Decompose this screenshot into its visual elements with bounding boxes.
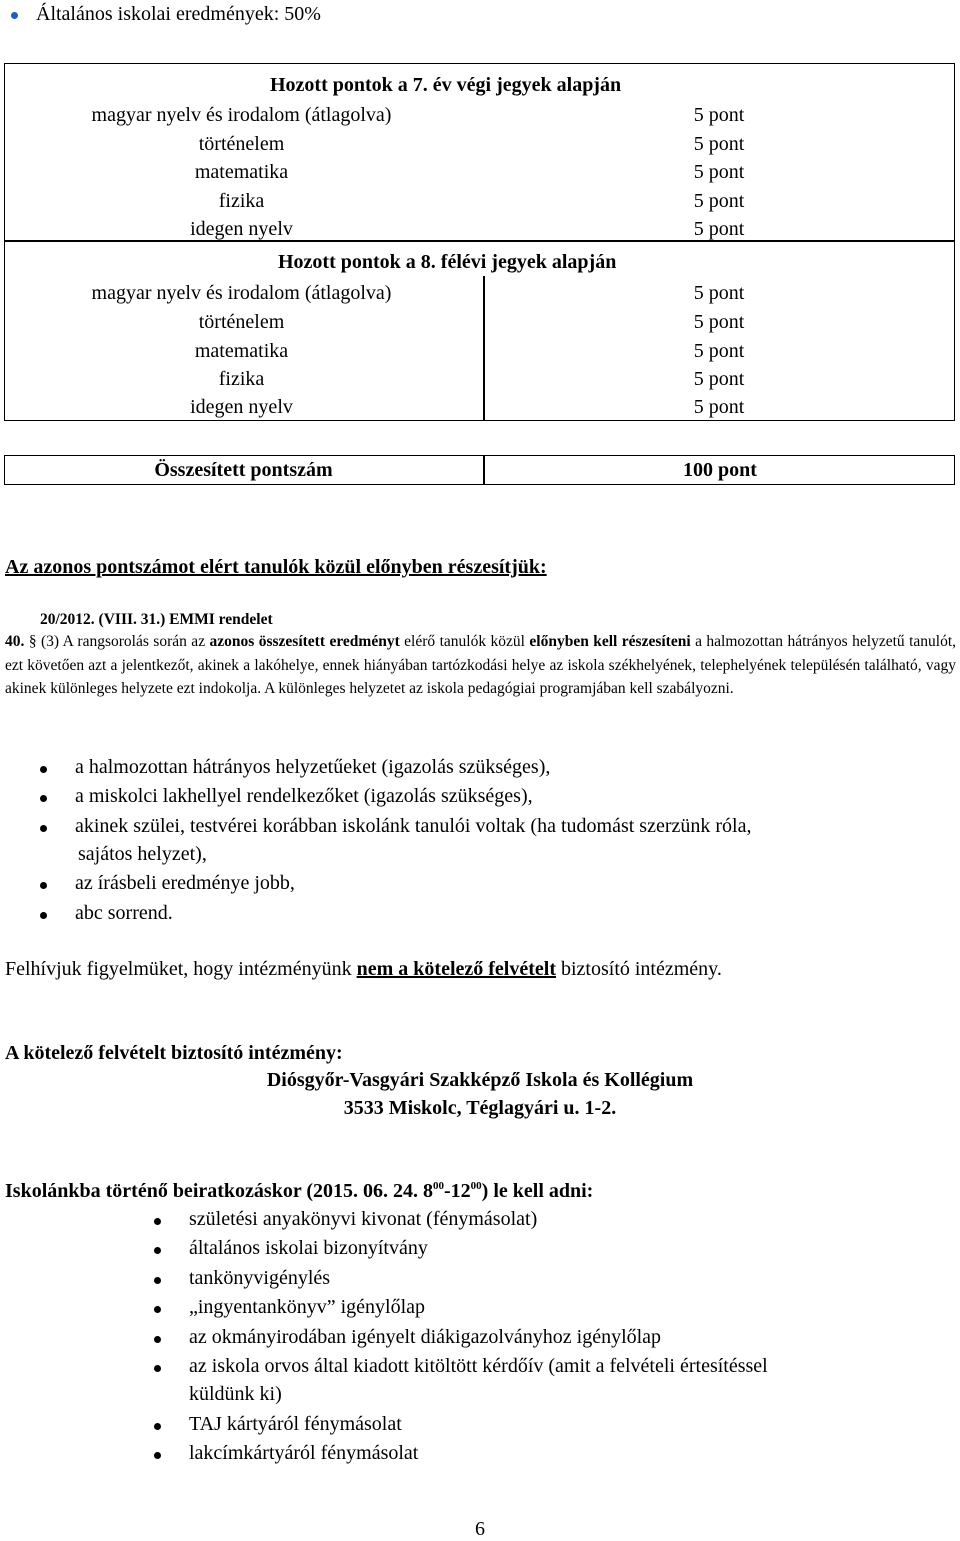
section8-subject: magyar nyelv és irodalom (átlagolva) bbox=[91, 282, 392, 304]
enrollment-list-item: tankönyvigénylés bbox=[189, 1267, 331, 1289]
section8-subject: idegen nyelv bbox=[190, 396, 293, 418]
enrollment-time-superscript: 00 bbox=[433, 1180, 444, 1192]
total-value: 100 pont bbox=[683, 459, 757, 481]
decree-emphasis: előnyben kell részesíteni bbox=[529, 633, 691, 650]
enrollment-heading bbox=[5, 1180, 593, 1203]
enrollment-list-item: az iskola orvos által kiadott kitöltött kérdőív (amit a felvételi értesítéssel bbox=[189, 1355, 768, 1377]
total-label: Összesített pontszám bbox=[154, 459, 333, 481]
bullet-icon bbox=[154, 1306, 161, 1313]
priority-list-item: az írásbeli eredménye jobb, bbox=[75, 872, 295, 894]
section7-subject: történelem bbox=[198, 133, 285, 155]
section7-points: 5 pont bbox=[693, 161, 745, 183]
bullet-icon bbox=[40, 795, 47, 802]
decree-text-part: a halmozottan hátrányos helyzetű tanulót, ezt követően azt a jelentkezőt, akinek a lakóhelye, ennek hiányában tartózkodási helye az iskola székhelyének, telephelyének településén található, vagy akinek különleges helyzete ezt indokolja. A különleges helyzetet az iskola pedagógiai programjában kell szabályozni. bbox=[5, 633, 956, 698]
section7-title: Hozott pontok a 7. év végi jegyek alapján bbox=[270, 74, 622, 96]
section7-points: 5 pont bbox=[693, 190, 745, 212]
section7-subject: idegen nyelv bbox=[190, 218, 293, 240]
priority-list-item: a halmozottan hátrányos helyzetűeket (igazolás szükséges), bbox=[75, 756, 551, 778]
section7-points: 5 pont bbox=[693, 133, 745, 155]
bullet-icon bbox=[40, 766, 47, 773]
priority-list-item: akinek szülei, testvérei korábban iskolánk tanulói voltak (ha tudomást szerzünk róla, bbox=[75, 815, 752, 837]
institution-name: Diósgyőr-Vasgyári Szakképző Iskola és Kollégium bbox=[266, 1069, 694, 1091]
enrollment-list-item-continuation: küldünk ki) bbox=[189, 1383, 282, 1405]
enrollment-time-superscript: 00 bbox=[470, 1180, 482, 1192]
enrollment-list-item: az okmányirodában igényelt diákigazolványhoz igénylőlap bbox=[189, 1326, 662, 1348]
priority-heading: Az azonos pontszámot elért tanulók közül előnyben részesítjük: bbox=[5, 556, 547, 578]
enrollment-list-item: TAJ kártyáról fénymásolat bbox=[189, 1413, 402, 1435]
bullet-icon bbox=[154, 1336, 161, 1343]
section7-subject: matematika bbox=[194, 161, 289, 183]
section8-points: 5 pont bbox=[693, 368, 745, 390]
section7-points: 5 pont bbox=[693, 218, 745, 240]
bullet-icon bbox=[154, 1247, 161, 1254]
notice bbox=[5, 958, 722, 981]
institution-address: 3533 Miskolc, Téglagyári u. 1-2. bbox=[343, 1097, 617, 1119]
section8-subject: matematika bbox=[194, 340, 289, 362]
notice-emphasis: nem a kötelező felvételt bbox=[356, 958, 556, 980]
section8-subject: történelem bbox=[198, 311, 285, 333]
enrollment-list-item: születési anyakönyvi kivonat (fénymásolat) bbox=[189, 1208, 538, 1230]
section8-subject: fizika bbox=[218, 368, 265, 390]
priority-list-item: a miskolci lakhellyel rendelkezőket (igazolás szükséges), bbox=[75, 785, 533, 807]
section8-points: 5 pont bbox=[693, 311, 745, 333]
bullet-icon bbox=[40, 825, 47, 832]
priority-list-item-continuation: sajátos helyzet), bbox=[78, 843, 207, 865]
section-sign: § bbox=[28, 633, 37, 650]
notice-text: Felhívjuk figyelmüket, hogy intézményünk bbox=[5, 958, 357, 980]
section8-title: Hozott pontok a 8. félévi jegyek alapján bbox=[278, 251, 617, 273]
bullet-icon bbox=[40, 912, 47, 919]
section8-points: 5 pont bbox=[693, 340, 745, 362]
bullet-icon bbox=[154, 1365, 161, 1372]
decree-text-part: elérő tanulók közül bbox=[399, 633, 530, 650]
decree-paragraph bbox=[5, 630, 956, 701]
enrollment-heading-text: ) le kell adni: bbox=[481, 1180, 594, 1202]
enrollment-list-item: lakcímkártyáról fénymásolat bbox=[189, 1442, 419, 1464]
bullet-icon bbox=[154, 1423, 161, 1430]
bullet-icon bbox=[154, 1277, 161, 1284]
top-heading bbox=[36, 3, 321, 26]
enrollment-list-item: „ingyentankönyv” igénylőlap bbox=[189, 1296, 426, 1318]
enrollment-heading-text: Iskolánkba történő beiratkozáskor (2015. 06. 24. 8 bbox=[5, 1180, 433, 1202]
section8-points: 5 pont bbox=[693, 282, 745, 304]
decree-section-number: 40. bbox=[5, 633, 25, 650]
enrollment-list-item: általános iskolai bizonyítvány bbox=[189, 1237, 428, 1259]
enrollment-heading-text: -12 bbox=[444, 1180, 471, 1202]
decree-title: 20/2012. (VIII. 31.) EMMI rendelet bbox=[40, 611, 273, 628]
section7-points: 5 pont bbox=[693, 104, 745, 126]
bullet-icon bbox=[154, 1452, 161, 1459]
decree-emphasis: azonos összesített eredményt bbox=[209, 633, 400, 650]
decree-text-part: (3) A rangsorolás során az bbox=[36, 633, 210, 650]
section7-subject: fizika bbox=[218, 190, 265, 212]
section7-subject: magyar nyelv és irodalom (átlagolva) bbox=[91, 104, 392, 126]
page-number: 6 bbox=[475, 1518, 485, 1540]
priority-list-item: abc sorrend. bbox=[75, 902, 173, 924]
bullet-icon bbox=[11, 12, 18, 19]
bullet-icon bbox=[154, 1218, 161, 1225]
notice-text: biztosító intézmény. bbox=[555, 958, 722, 980]
top-heading-text: Általános iskolai eredmények: 50% bbox=[36, 3, 321, 25]
bullet-icon bbox=[40, 882, 47, 889]
section8-points: 5 pont bbox=[693, 396, 745, 418]
institution-heading: A kötelező felvételt biztosító intézmény: bbox=[5, 1042, 343, 1064]
